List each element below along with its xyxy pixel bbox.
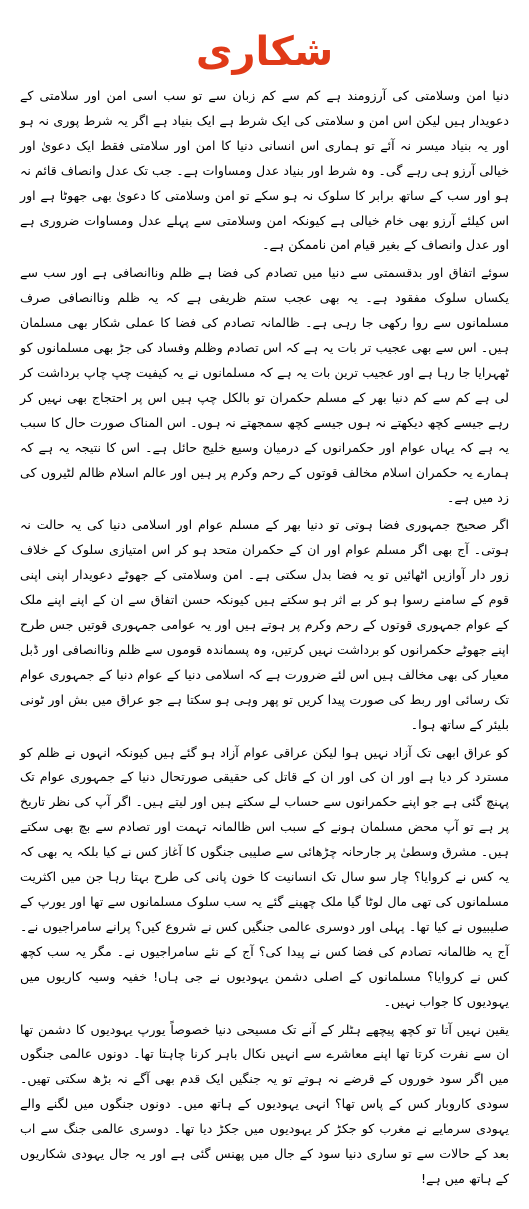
paragraph: اگر صحیح جمہوری فضا ہوتی تو دنیا بھر کے مسلم عوام اور اسلامی دنیا کی یہ حالت نہ ہوتی۔ آج بھی اگر مسلم عوام اور ان کے حکمران متحد ہو کر اس امتیازی سلوک کے خلاف زور دار آوازیں اٹھائیں تو یہ فضا بدل سکتی ہے۔ امن وسلامتی کے جھوٹے دعویدار اپنی اپنی قوم کے سامنے رسوا ہو کر بے اثر ہو سکتے ہیں کیونکہ حسن اتفاق سے ان کے اپنے اپنے ملک کے عوام جمہوری قوتوں کے رحم وکرم پر ہوتے ہیں اور یہ عوامی جمہوری قوتیں جس طرح اپنے جھوٹے حکمرانوں کو برداشت نہیں کرتیں، وہ پسماندہ قوموں سے ظلم وناانصافی اور ڈبل معیار کی بھی مخالف ہیں اس لئے ضرورت ہے کہ اسلامی دنیا کے عوام دنیا کے جمہوری عوام تک رسائی اور ربط کی صورت پیدا کریں تو پھر وہی ہو سکتا ہے جو عراق میں بش اور ٹونی بلیئر کے ساتھ ہوا۔: [20, 517, 509, 732]
paragraph: سوئے اتفاق اور بدقسمتی سے دنیا میں تصادم کی فضا ہے ظلم وناانصافی ہے اور سب سے یکساں سلوک مفقود ہے۔ یہ بھی عجب ستم ظریفی ہے کہ یہ ظلم وناانصافی صرف مسلمانوں سے روا رکھی جا رہی ہے۔ ظالمانہ تصادم کی فضا کا عملی شکار بھی مسلمان ہیں۔ اس سے بھی عجیب تر بات یہ ہے کہ اس تصادم وظلم وفساد کی جڑ بھی مسلمانوں کو ٹھہرایا جا رہا ہے اور عجیب ترین بات یہ ہے کہ مسلمانوں نے یہ کیفیت چپ چاپ برداشت کر لی ہے کم سے کم دنیا بھر کے مسلم حکمران تو بالکل چپ ہیں اس پر احتجاج بھی نہیں کر رہے جیسے کچھ دیکھتے نہ ہوں جیسے کچھ سمجھتے نہ ہوں۔ اس المناک صورت حال کا سبب یہ ہے کہ یہاں عوام اور حکمرانوں کے درمیان وسیع خلیج حائل ہے۔ اس کا نتیجہ یہ ہے کہ ہمارے یہ حکمران اسلام مخالف قوتوں کے رحم وکرم پر ہیں اور عالم اسلام ظالم لٹیروں کی زد میں ہے۔: [20, 265, 509, 505]
paragraph: یقین نہیں آتا تو کچھ پیچھے ہٹلر کے آنے تک مسیحی دنیا خصوصاً یورپ یہودیوں کا دشمن تھا ان سے نفرت کرتا تھا اپنے معاشرے سے انہیں نکال باہر کرنا چاہتا تھا۔ دونوں عالمی جنگوں میں اگر سود خوروں کے قرضے نہ ہوتے تو یہ جنگیں ایک قدم بھی آگے نہ بڑھ سکتی تھیں۔ سودی کاروبار کس کے پاس تھا؟ انہی یہودیوں کے ہاتھ میں۔ دونوں جنگوں میں لگنے والے یہودی سرمایے نے مغرب کو جکڑ کر یہودیوں میں جکڑ دیا تھا۔ دوسری عالمی جنگ سے اب بعد کے حالات سے تو ساری دنیا سود کے جال میں پھنس گئی ہے اور یہ جال یہودی شکاریوں کے ہاتھ میں ہے!: [20, 1021, 509, 1186]
paragraph: کو عراق ابھی تک آزاد نہیں ہوا لیکن عراقی عوام آزاد ہو گئے ہیں کیونکہ انہوں نے ظلم کو مسترد کر دیا ہے اور ان کی اور ان کے قاتل کی حقیقی صورتحال دنیا کے جمہوری عوام تک پہنچ گئی ہے جو اپنے حکمرانوں سے حساب لے سکتے ہیں اور لیتے ہیں۔ اگر آپ کی نظر تاریخ پر ہے تو آپ محض مسلمان ہونے کے سبب اس ظالمانہ تہمت اور تصادم سے بچ بھی سکتے ہیں۔ مشرق وسطیٰ پر جارحانہ چڑھائی سے صلیبی جنگوں کا آغاز کس نے کیا بلکہ یہ بھی کہ یہ کس نے کروایا؟ چار سو سال تک انسانیت کا خون پانی کی طرح بہتا رہا جن میں اکثریت مسلمانوں کی تھی مال لوٹا گیا ملک چھینے گئے یہ سب سلوک مسلمانوں سے تھا اور یورپ کے صلیبیوں نے کیا تھا۔ پہلی اور دوسری عالمی جنگیں کس نے شروع کیں؟ پرانے سامراجیوں نے۔ آج یہ ظالمانہ تصادم کی فضا کس نے پیدا کی؟ آج کے نئے سامراجیوں نے۔ مگر یہ سب کچھ کس نے کروایا؟ مسلمانوں کے اصلی دشمن یہودیوں نے جی ہاں! خفیہ وسیہ کاریوں میں یہودیوں کا جواب نہیں۔: [20, 744, 509, 1009]
article-body: [20, 84, 509, 1192]
article-title: شکاری: [195, 29, 334, 75]
paragraph: دنیا امن وسلامتی کی آرزومند ہے کم سے کم زبان سے تو سب اسی امن اور سلامتی کے دعویدار ہیں لیکن اس امن و سلامتی کی ایک شرط ہے ایک بنیاد ہے اگر یہ شرط پوری نہ ہو اور یہ بنیاد میسر نہ آئے تو ہماری اس انسانی دنیا کا امن اور سلامتی فقط ایک دعویٰ اور خیالی آرزو ہی رہے گی۔ وہ شرط اور بنیاد عدل ومساوات ہے۔ جب تک عدل وانصاف قائم نہ ہو اور سب کے ساتھ برابر کا سلوک نہ ہو سکے تو امن وسلامتی کا دعویٰ بھی جھوٹا ہے اور اس کیلئے آرزو بھی خام خیالی ہے کیونکہ امن وسلامتی سے پہلے عدل ومساوات ضروری ہے اور عدل وانصاف کے بغیر قیام امن ناممکن ہے۔: [20, 88, 509, 253]
